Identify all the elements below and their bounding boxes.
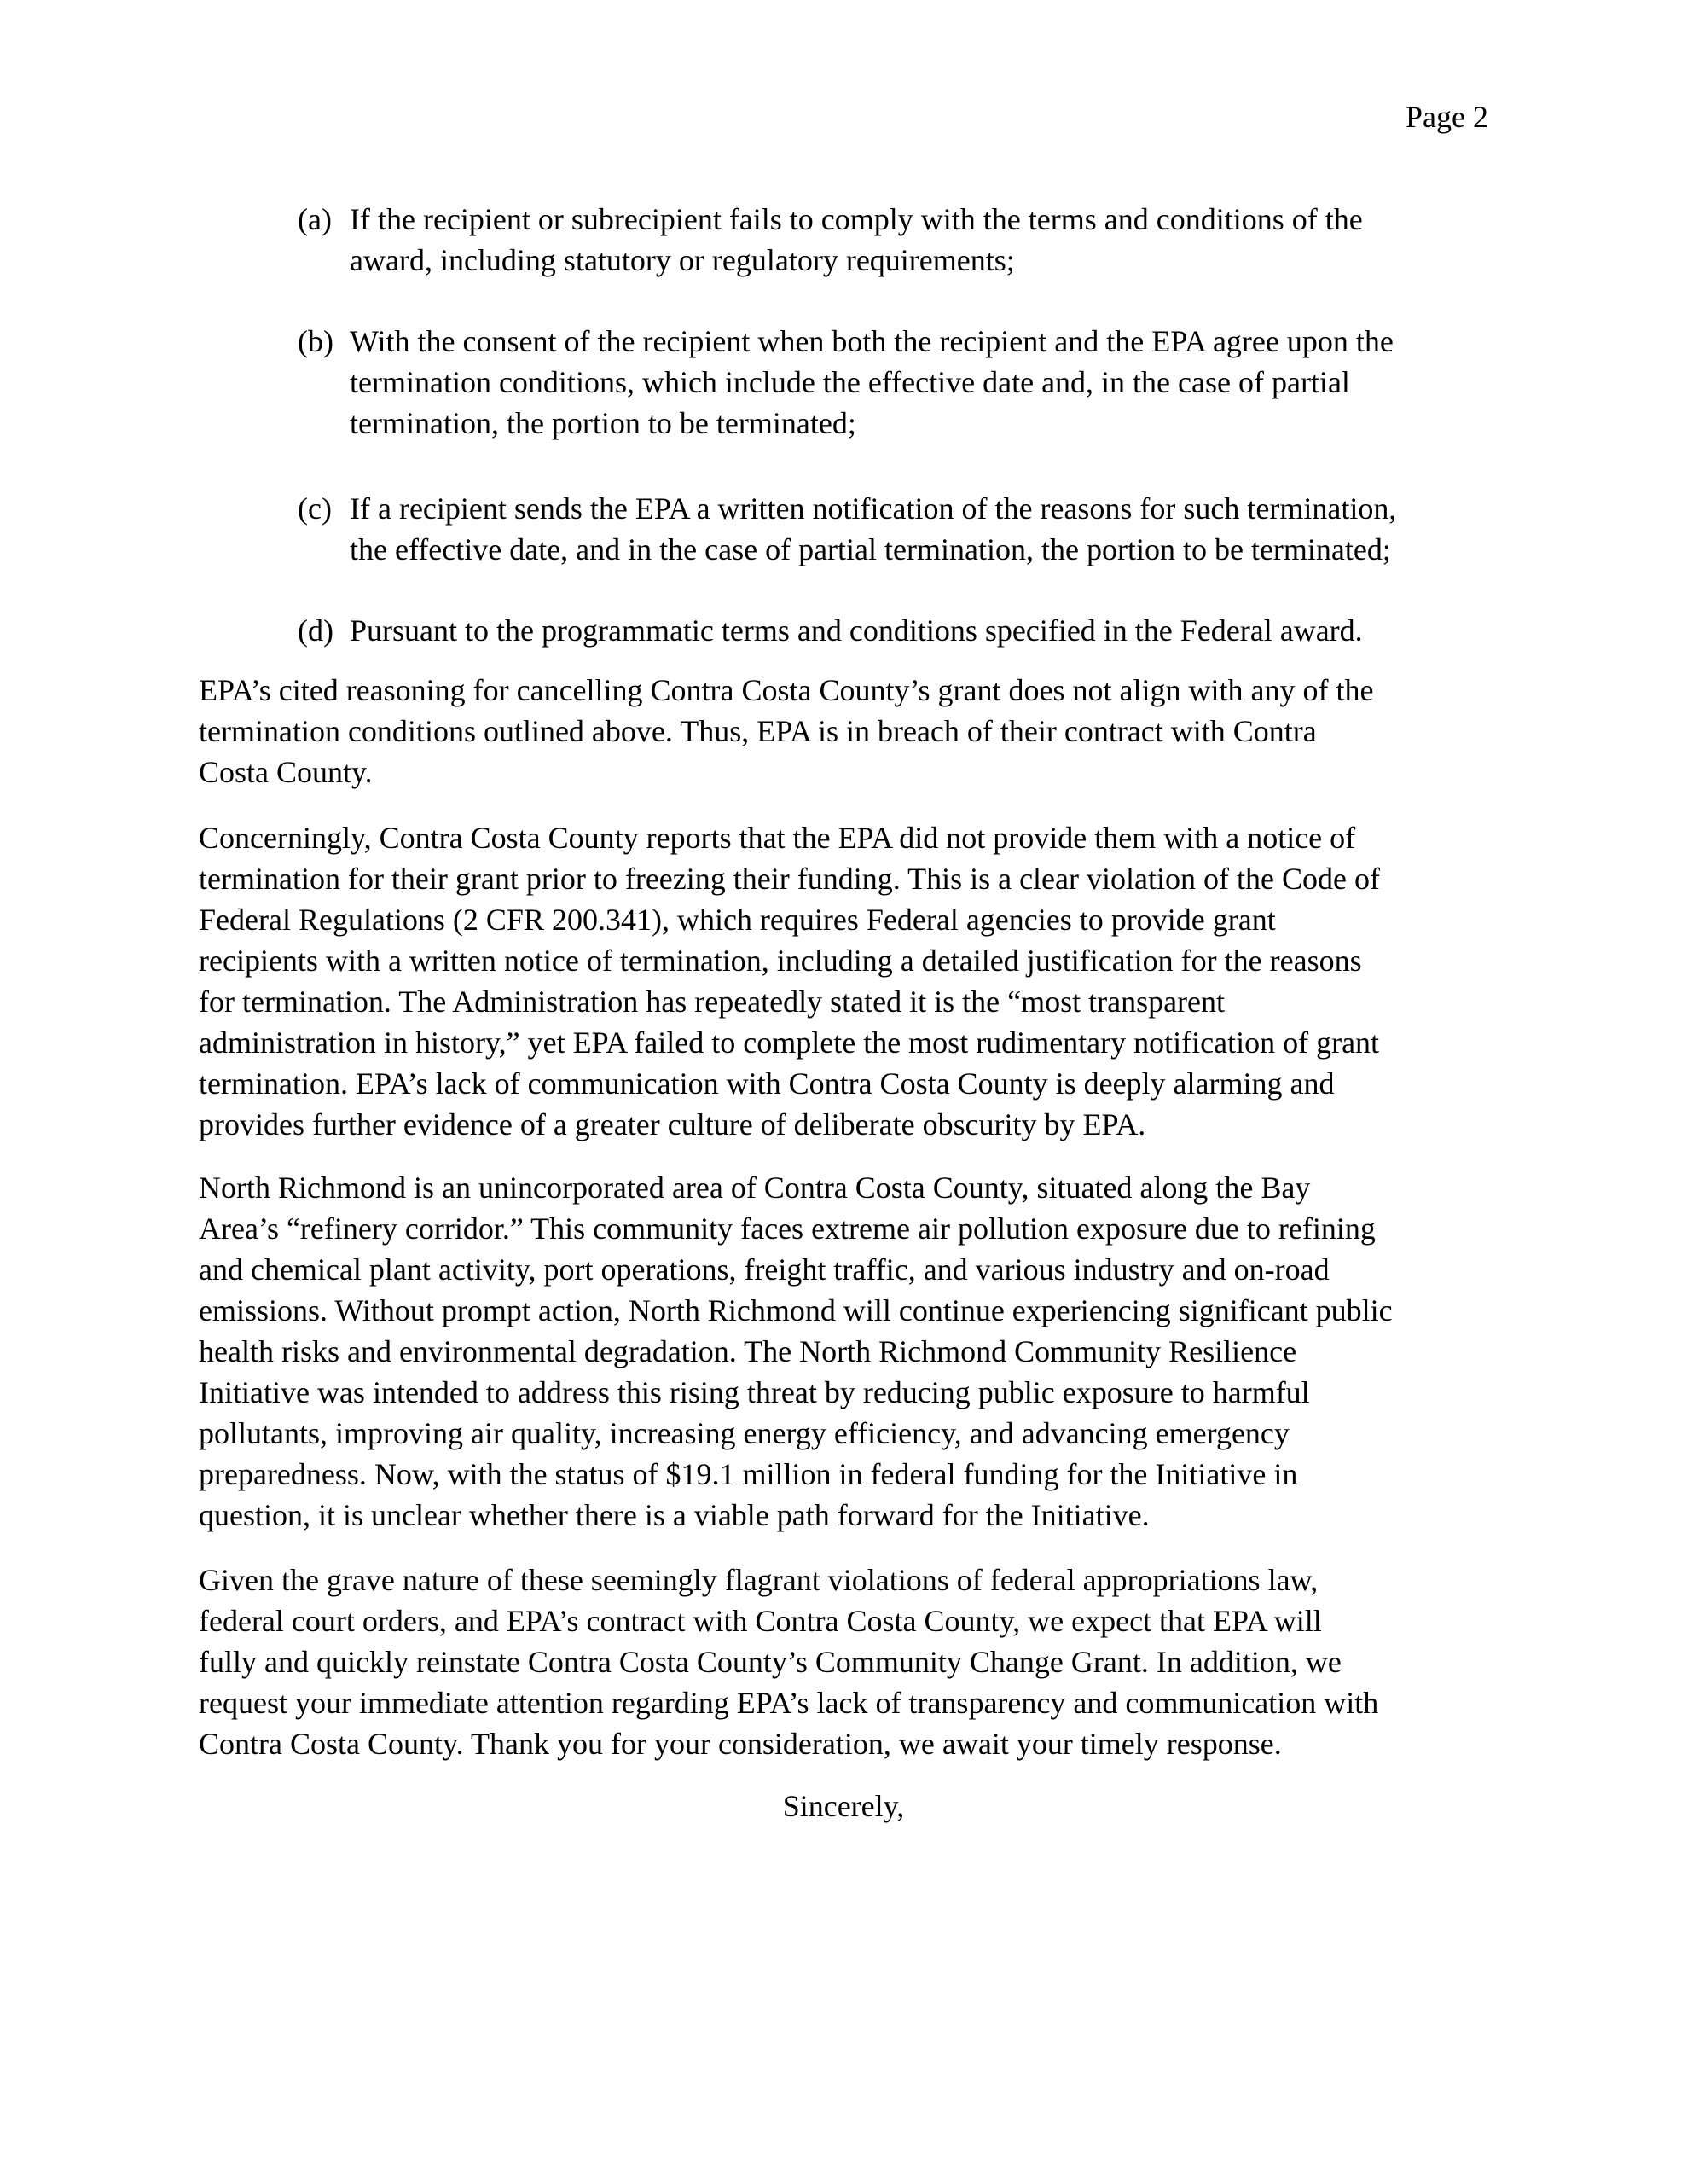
text-line: Initiative was intended to address this rising threat by reducing public exposure to harmful	[199, 1375, 1310, 1409]
text-line: If the recipient or subrecipient fails to comply with the terms and conditions of the	[350, 202, 1363, 236]
text-line: the effective date, and in the case of partial termination, the portion to be terminated;	[350, 532, 1391, 566]
list-item-c	[199, 488, 1488, 570]
closing-salutation: Sincerely,	[782, 1789, 905, 1823]
list-marker-a: (a)	[298, 202, 332, 236]
list-marker-d: (d)	[298, 613, 333, 648]
text-line: federal court orders, and EPA’s contract with Contra Costa County, we expect that EPA will	[199, 1604, 1322, 1638]
paragraph-breach	[199, 670, 1488, 793]
list-item-b-text	[350, 321, 1488, 444]
text-line: administration in history,” yet EPA failed to complete the most rudimentary notification of grant	[199, 1025, 1380, 1060]
text-line: EPA’s cited reasoning for cancelling Contra Costa County’s grant does not align with any of the	[199, 673, 1374, 707]
paragraph-notice-violation	[199, 817, 1488, 1145]
text-line: and chemical plant activity, port operations, freight traffic, and various industry and on-road	[199, 1252, 1330, 1287]
list-item-c-text	[350, 488, 1488, 570]
page-number: Page 2	[1406, 100, 1488, 134]
text-line: request your immediate attention regarding EPA’s lack of transparency and communication with	[199, 1686, 1379, 1720]
list-item-d-text	[350, 610, 1488, 651]
text-line: fully and quickly reinstate Contra Costa County’s Community Change Grant. In addition, we	[199, 1645, 1342, 1679]
text-line: termination conditions outlined above. Thus, EPA is in breach of their contract with Contra	[199, 714, 1317, 748]
paragraph-north-richmond	[199, 1167, 1488, 1536]
text-line: Pursuant to the programmatic terms and conditions specified in the Federal award.	[350, 613, 1363, 648]
list-marker-b: (b)	[298, 324, 333, 358]
text-line: emissions. Without prompt action, North Richmond will continue experiencing significant public	[199, 1293, 1393, 1327]
text-line: pollutants, improving air quality, increasing energy efficiency, and advancing emergency	[199, 1416, 1290, 1450]
text-line: Area’s “refinery corridor.” This community faces extreme air pollution exposure due to refining	[199, 1211, 1376, 1246]
list-marker-c: (c)	[298, 491, 332, 526]
text-line: Costa County.	[199, 755, 373, 789]
text-line: termination, the portion to be terminated;	[350, 406, 856, 440]
text-line: award, including statutory or regulatory requirements;	[350, 243, 1015, 277]
text-line: North Richmond is an unincorporated area of Contra Costa County, situated along the Bay	[199, 1170, 1311, 1205]
list-item-d	[199, 610, 1488, 651]
paragraph-request	[199, 1560, 1488, 1764]
text-line: termination conditions, which include the effective date and, in the case of partial	[350, 365, 1350, 399]
text-line: Concerningly, Contra Costa County reports that the EPA did not provide them with a notice of	[199, 821, 1356, 855]
text-line: question, it is unclear whether there is a viable path forward for the Initiative.	[199, 1498, 1150, 1532]
text-line: Given the grave nature of these seemingly flagrant violations of federal appropriations law,	[199, 1563, 1319, 1597]
text-line: Contra Costa County. Thank you for your consideration, we await your timely response.	[199, 1727, 1282, 1761]
text-line: recipients with a written notice of termination, including a detailed justification for the reasons	[199, 944, 1362, 978]
text-line: Federal Regulations (2 CFR 200.341), which requires Federal agencies to provide grant	[199, 903, 1276, 937]
text-line: preparedness. Now, with the status of $19.1 million in federal funding for the Initiative in	[199, 1457, 1298, 1491]
text-line: If a recipient sends the EPA a written notification of the reasons for such termination,	[350, 491, 1397, 526]
text-line: termination. EPA’s lack of communication with Contra Costa County is deeply alarming and	[199, 1066, 1335, 1101]
text-line: termination for their grant prior to freezing their funding. This is a clear violation of the Code of	[199, 862, 1380, 896]
list-item-a	[199, 199, 1488, 281]
text-line: for termination. The Administration has repeatedly stated it is the “most transparent	[199, 985, 1226, 1019]
text-line: With the consent of the recipient when both the recipient and the EPA agree upon the	[350, 324, 1394, 358]
list-item-a-text	[350, 199, 1488, 281]
list-item-b	[199, 321, 1488, 444]
text-line: health risks and environmental degradation. The North Richmond Community Resilience	[199, 1334, 1297, 1368]
text-line: provides further evidence of a greater culture of deliberate obscurity by EPA.	[199, 1107, 1146, 1141]
